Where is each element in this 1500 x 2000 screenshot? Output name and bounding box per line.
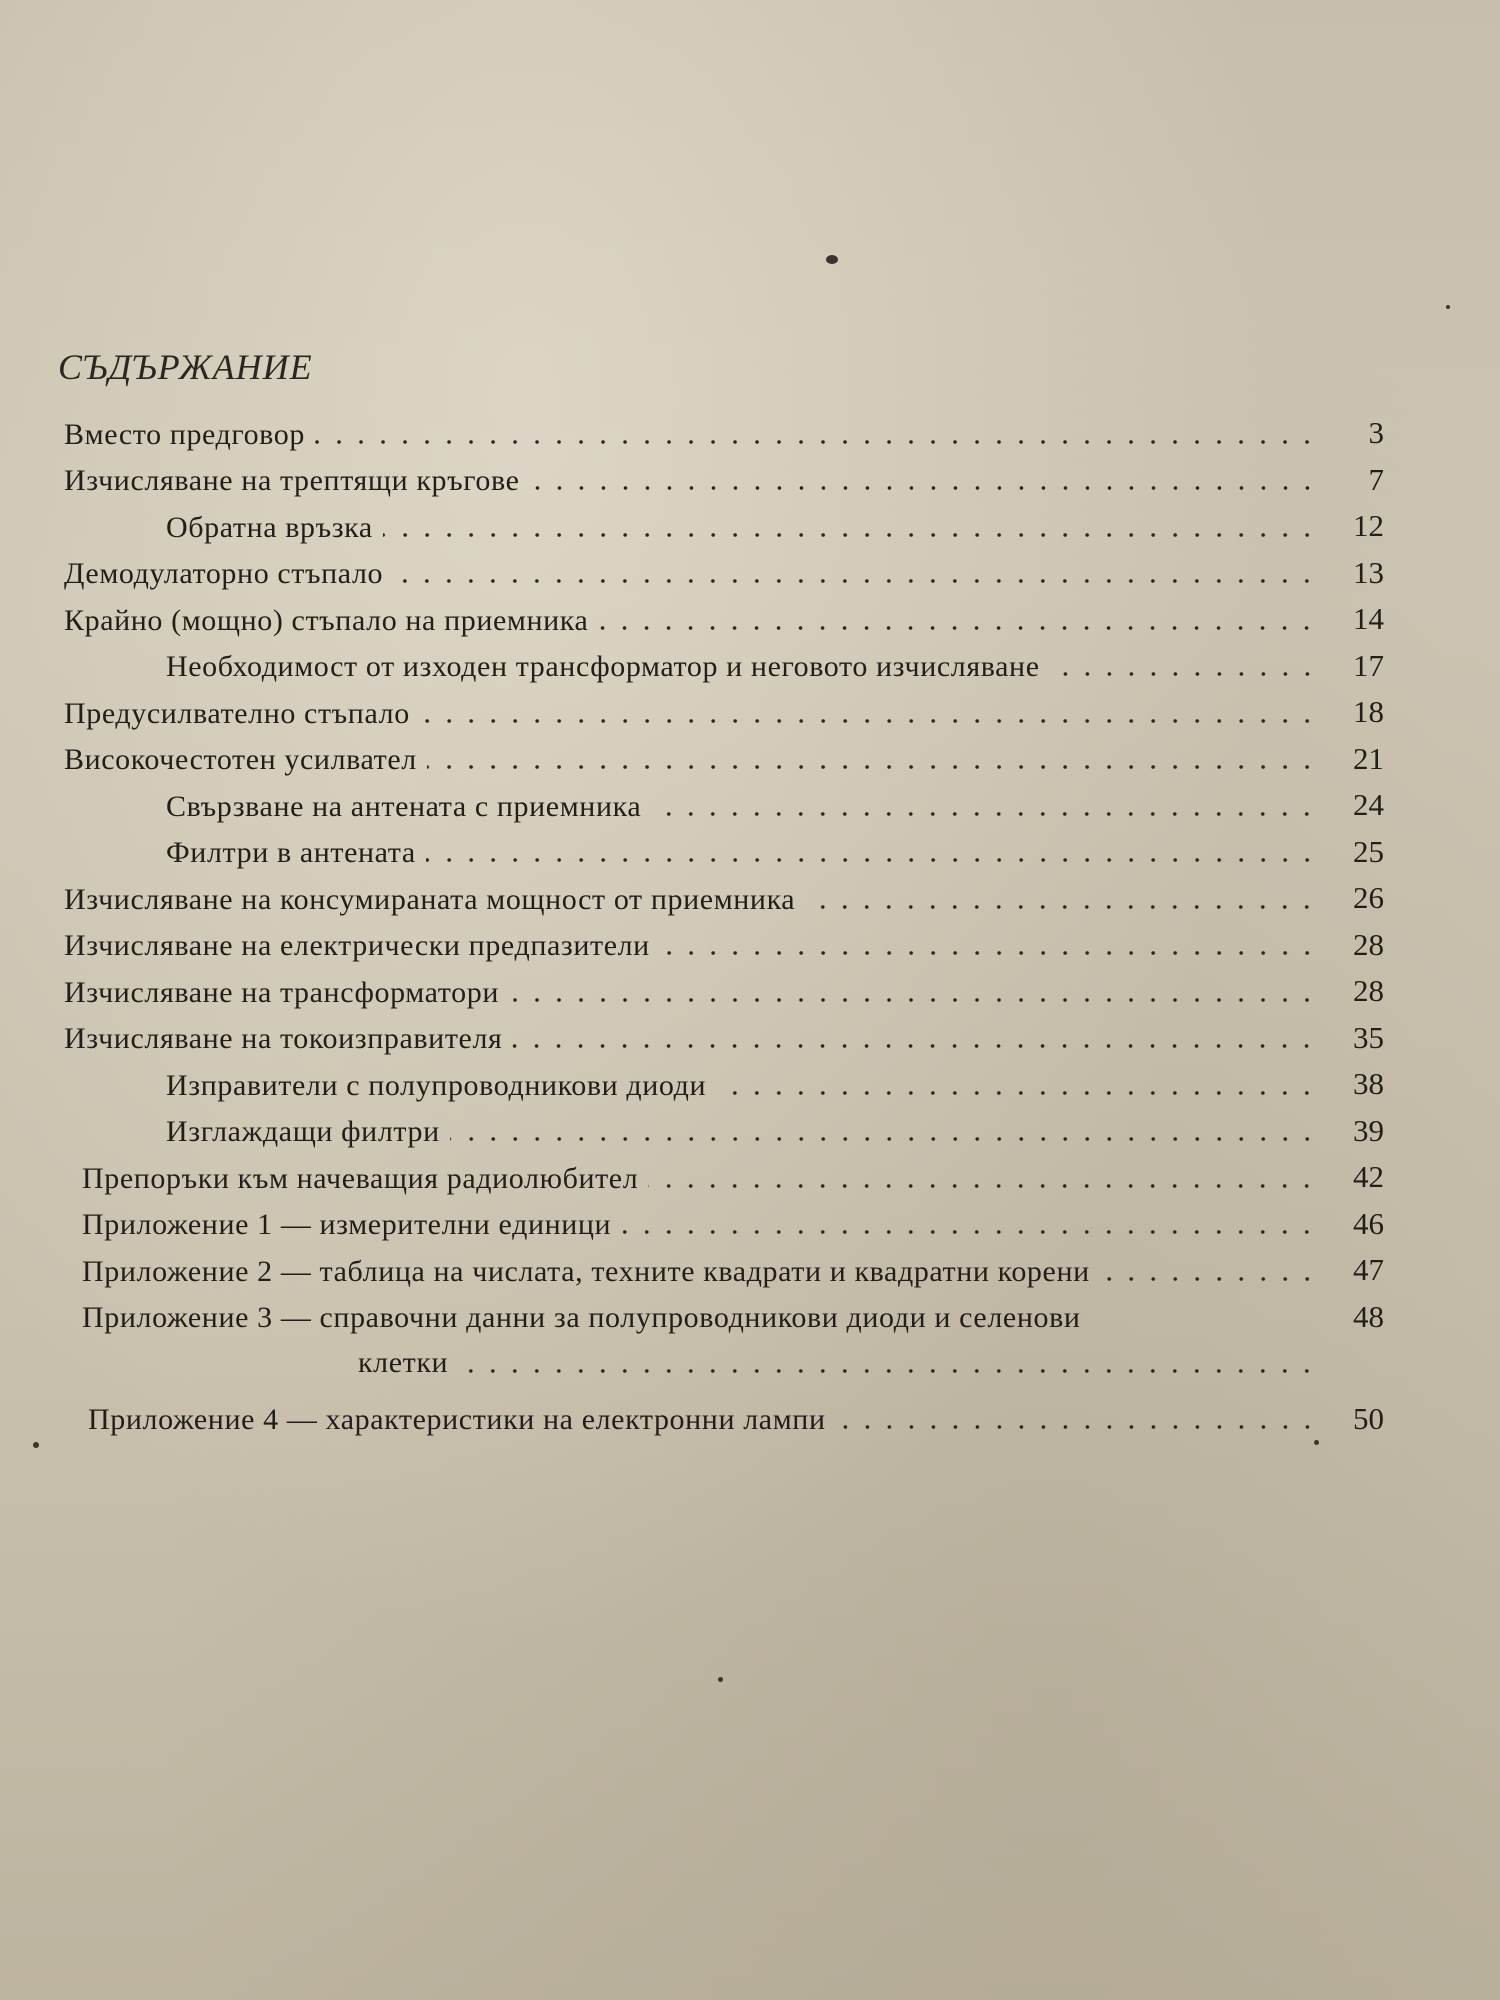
page-number: 26	[1353, 880, 1384, 916]
page-number: 13	[1353, 554, 1384, 590]
toc-entry	[64, 916, 1384, 963]
toc-subentry	[64, 776, 1384, 823]
dot-leader	[805, 905, 1318, 909]
toc-appendix-entry	[64, 1195, 1384, 1242]
dot-leader	[716, 1091, 1318, 1095]
page-number: 14	[1353, 601, 1384, 637]
dot-leader	[836, 1425, 1318, 1429]
toc-entry	[64, 1148, 1384, 1195]
dot-leader	[660, 951, 1318, 955]
dot-leader	[651, 812, 1318, 816]
ink-speck	[33, 1442, 39, 1448]
page-number: 21	[1353, 740, 1384, 776]
dot-leader	[393, 579, 1318, 583]
toc-entry	[64, 590, 1384, 637]
toc-entry	[64, 451, 1384, 498]
dot-leader	[598, 626, 1318, 630]
page-number: 25	[1353, 833, 1384, 869]
toc-entry	[64, 869, 1384, 916]
entry-title: Изчисляване на консумираната мощност от приемника	[64, 882, 796, 916]
dot-leader	[426, 858, 1318, 862]
dot-leader	[509, 998, 1318, 1002]
page-number: 38	[1353, 1066, 1384, 1102]
entry-title: Приложение 2 — таблица на числата, техните квадрати и квадратни корени	[82, 1254, 1090, 1288]
page-number: 50	[1353, 1400, 1384, 1436]
toc-subentry	[64, 1055, 1384, 1102]
entry-title: Изглаждащи филтри	[166, 1115, 440, 1148]
page-number: 46	[1353, 1205, 1384, 1241]
entry-title: Изчисляване на електрически предпазители	[64, 929, 650, 962]
table-of-contents	[64, 404, 1384, 1436]
toc-entry	[64, 730, 1384, 777]
toc-subentry	[64, 823, 1384, 870]
page-number: 48	[1353, 1298, 1384, 1334]
toc-entry-continuation	[64, 1334, 1384, 1380]
toc-appendix-entry	[64, 1380, 1384, 1436]
entry-title: Приложение 4 — характеристики на електронни лампи	[88, 1403, 826, 1436]
entry-continuation-text: клетки	[358, 1346, 449, 1379]
entry-title: Демодулаторно стъпало	[64, 557, 384, 590]
dot-leader	[427, 765, 1318, 769]
entry-title: Приложение 1 — измерителни единици	[82, 1208, 612, 1241]
toc-entry	[64, 962, 1384, 1009]
ink-speck	[1446, 305, 1450, 309]
toc-subentry	[64, 1102, 1384, 1149]
entry-title: Изправители с полупроводникови диоди	[166, 1068, 707, 1102]
ink-speck	[826, 255, 838, 264]
page-title: СЪДЪРЖАНИЕ	[58, 347, 313, 387]
dot-leader	[648, 1184, 1318, 1188]
entry-title: Вместо предговор	[64, 417, 305, 451]
toc-subentry	[64, 637, 1384, 684]
entry-title: Препоръки към начеващия радиолюбител	[82, 1161, 639, 1195]
entry-title: Приложение 3 — справочни данни за полупроводникови диоди и селенови	[82, 1301, 1081, 1334]
entry-title: Високочестотен усилвател	[64, 743, 417, 776]
dot-leader	[512, 1044, 1318, 1048]
dot-leader	[458, 1369, 1318, 1373]
page-number: 39	[1353, 1112, 1384, 1148]
toc-entry	[64, 544, 1384, 591]
toc-entry	[64, 404, 1384, 451]
dot-leader	[1050, 672, 1318, 676]
entry-title: Обратна връзка	[166, 510, 373, 544]
dot-leader	[1100, 1277, 1318, 1281]
entry-title: Крайно (мощно) стъпало на приемника	[64, 603, 589, 637]
toc-subentry	[64, 497, 1384, 544]
dot-leader	[530, 486, 1318, 490]
page-number: 28	[1353, 973, 1384, 1009]
page-number: 42	[1353, 1159, 1384, 1195]
ink-speck	[1314, 1440, 1319, 1445]
entry-title: Свързване на антената с приемника	[166, 789, 642, 823]
dot-leader	[621, 1230, 1318, 1234]
page-number: 18	[1353, 694, 1384, 730]
page-number: 17	[1353, 647, 1384, 683]
entry-title: Изчисляване на трептящи кръгове	[64, 464, 520, 497]
toc-entry	[64, 1009, 1384, 1056]
toc-entry	[64, 683, 1384, 730]
page-number: 47	[1353, 1252, 1384, 1288]
dot-leader	[450, 1137, 1318, 1141]
toc-appendix-entry	[64, 1288, 1384, 1335]
entry-title: Изчисляване на токоизправителя	[64, 1022, 503, 1055]
entry-title: Изчисляване на трансформатори	[64, 975, 499, 1009]
dot-leader	[315, 440, 1318, 444]
entry-title: Необходимост от изходен трансформатор и неговото изчисляване	[166, 650, 1040, 683]
entry-title: Филтри в антената	[166, 836, 416, 869]
page-number: 24	[1353, 787, 1384, 823]
page-number: 7	[1368, 461, 1384, 497]
page-number: 3	[1368, 415, 1384, 451]
page-number: 28	[1353, 926, 1384, 962]
toc-appendix-entry	[64, 1241, 1384, 1288]
page-number: 35	[1353, 1019, 1384, 1055]
ink-speck	[718, 1677, 723, 1682]
page-number: 12	[1353, 508, 1384, 544]
entry-title: Предусилвателно стъпало	[64, 696, 410, 730]
dot-leader	[383, 533, 1318, 537]
dot-leader	[420, 719, 1318, 723]
